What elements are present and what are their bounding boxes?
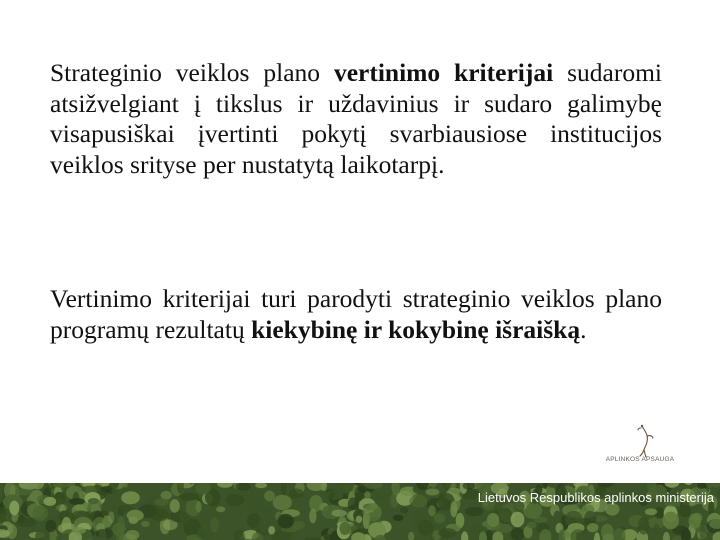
- criteria-purpose-paragraph: [50, 284, 662, 345]
- paragraph1-intro: Strateginio veiklos plano: [50, 58, 334, 87]
- ministry-name: Lietuvos Respublikos aplinkos ministerija: [477, 490, 714, 505]
- paragraph1-rest: sudaromi atsižvelgiant į tikslus ir uždavinius ir sudaro galimybę visapusiškai įvertinti pokytį svarbiausiose institucijos veiklos srityse per nustatytą laikotarpį.: [50, 58, 662, 179]
- logo-text: APLINKOS APSAUGA: [605, 456, 675, 463]
- criteria-definition-paragraph: [50, 58, 662, 180]
- crane-bird-icon: [598, 422, 682, 458]
- aplinkos-apsauga-logo: [598, 422, 682, 472]
- paragraph1-bold-term: vertinimo kriterijai: [333, 58, 554, 87]
- paragraph2-bold-term: kiekybinę ir kokybinę išraišką: [251, 314, 581, 344]
- paragraph2-intro: Vertinimo kriterijai turi parodyti strateginio veiklos plano programų rezultatų: [50, 284, 662, 344]
- paragraph2-rest: .: [580, 314, 587, 344]
